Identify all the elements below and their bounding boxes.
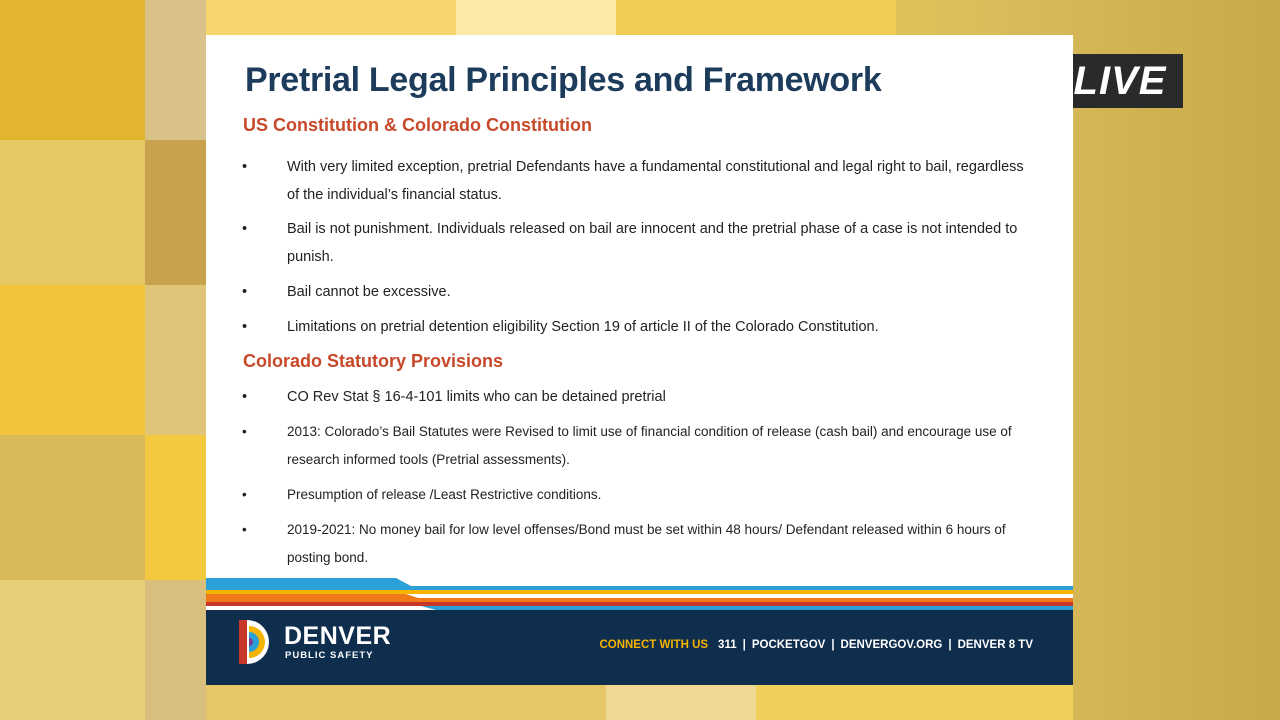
- bullet-marker: •: [242, 424, 247, 439]
- background-tile: [0, 580, 145, 720]
- decorative-stripes: [206, 578, 1073, 610]
- bullet-text: 2013: Colorado’s Bail Statutes were Revised to limit use of financial condition of release (cash bail) and encourage use of research informed tools (Pretrial assessments).: [287, 424, 1012, 467]
- background-tile: [206, 685, 606, 720]
- bullet-marker: •: [242, 522, 247, 537]
- background-tile: [145, 140, 206, 285]
- denver-logo-icon: [239, 618, 279, 666]
- background-tile: [0, 285, 145, 435]
- connect-label: CONNECT WITH US: [599, 639, 709, 651]
- link-311[interactable]: 311: [718, 639, 737, 651]
- separator: |: [948, 639, 952, 651]
- separator: |: [742, 639, 746, 651]
- bullet-text: CO Rev Stat § 16-4-101 limits who can be detained pretrial: [287, 389, 666, 405]
- presentation-slide: [206, 35, 1073, 685]
- bullet-text: Presumption of release /Least Restrictive conditions.: [287, 487, 602, 502]
- bullet-marker: •: [242, 487, 247, 502]
- background-tile: [0, 140, 145, 285]
- separator: |: [831, 639, 835, 651]
- section-heading-statutory: Colorado Statutory Provisions: [243, 351, 504, 371]
- background-tile: [456, 0, 616, 35]
- footer-links: [599, 639, 1033, 651]
- live-badge: LIVE: [1057, 54, 1183, 108]
- bullet-marker: •: [242, 319, 248, 335]
- link-pocketgov[interactable]: POCKETGOV: [751, 639, 826, 651]
- bullet-marker: •: [242, 221, 248, 237]
- link-denvergov[interactable]: DENVERGOV.ORG: [840, 639, 943, 651]
- background-tile: [206, 0, 456, 35]
- brand-name: DENVER: [284, 622, 392, 650]
- background-tile: [616, 0, 896, 35]
- bullet-marker: •: [242, 159, 248, 175]
- background-tile: [756, 685, 1073, 720]
- bullet-marker: •: [242, 284, 248, 300]
- section-heading-constitution: US Constitution & Colorado Constitution: [243, 115, 592, 135]
- link-denver8tv[interactable]: DENVER 8 TV: [957, 639, 1033, 651]
- slide-title: Pretrial Legal Principles and Framework: [245, 61, 882, 99]
- slide-footer: [206, 610, 1073, 685]
- bullet-marker: •: [242, 389, 248, 405]
- background-tile: [606, 685, 756, 720]
- brand-subtitle: PUBLIC SAFETY: [285, 650, 374, 661]
- background-tile: [0, 0, 145, 140]
- background-tile: [145, 285, 206, 435]
- background-tile: [145, 435, 206, 580]
- bullet-text: Bail cannot be excessive.: [287, 284, 451, 300]
- bullet-text: With very limited exception, pretrial Defendants have a fundamental constitutional and legal right to bail, regardless of the individual’s financial status.: [287, 159, 1024, 203]
- background-tile: [145, 580, 206, 720]
- bullet-text: Limitations on pretrial detention eligibility Section 19 of article II of the Colorado Constitution.: [287, 319, 879, 335]
- background-tile: [0, 435, 145, 580]
- bullet-text: 2019-2021: No money bail for low level offenses/Bond must be set within 48 hours/ Defendant released within 6 hours of posting bond.: [287, 522, 1006, 565]
- background-tile: [145, 0, 206, 140]
- bullet-text: Bail is not punishment. Individuals released on bail are innocent and the pretrial phase of a case is not intended to punish.: [287, 221, 1018, 265]
